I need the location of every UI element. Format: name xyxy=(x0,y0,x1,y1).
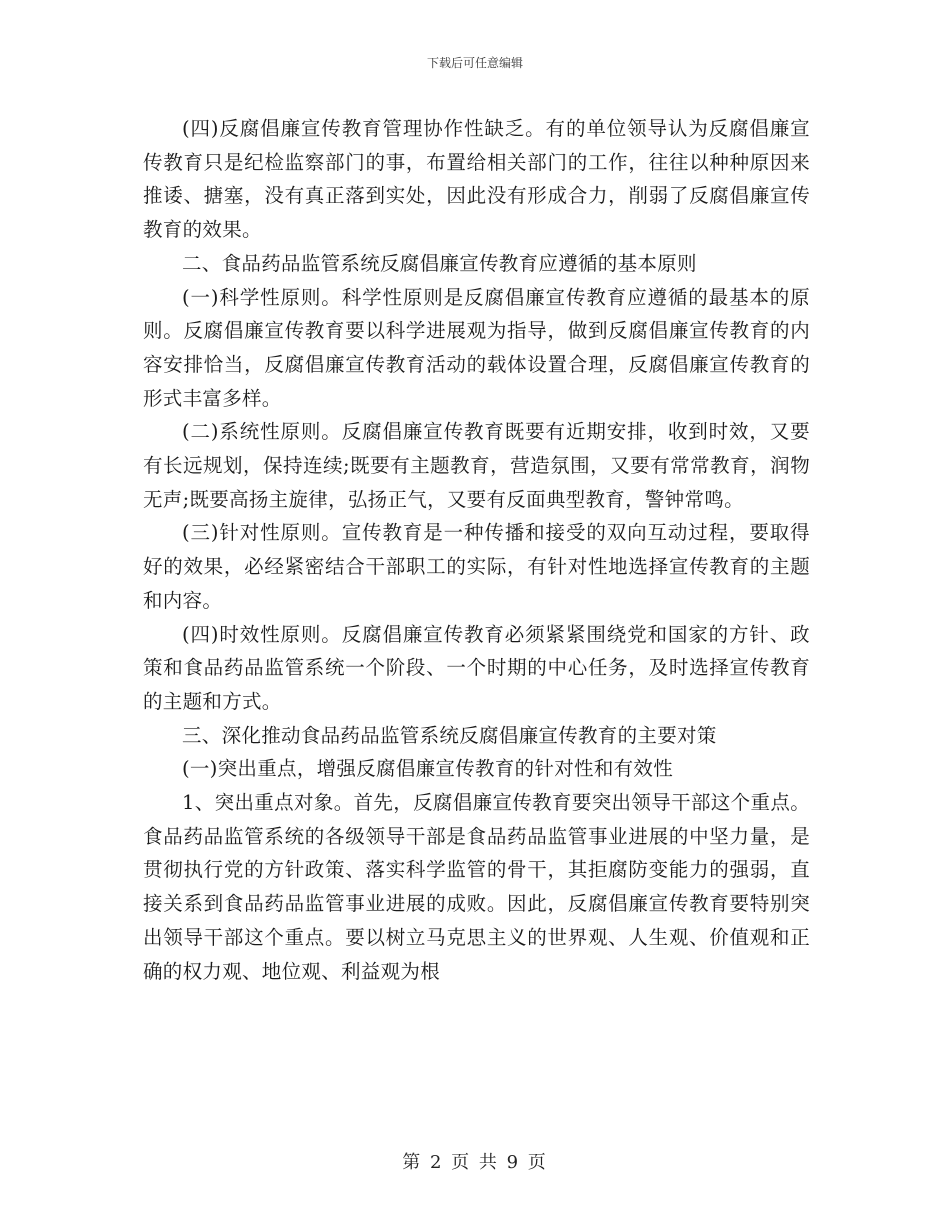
paragraph: (四)时效性原则。反腐倡廉宣传教育必须紧紧围绕党和国家的方针、政策和食品药品监管系统一个阶段、一个时期的中心任务，及时选择宣传教育的主题和方式。 xyxy=(143,622,810,713)
section-heading: 二、食品药品监管系统反腐倡廉宣传教育应遵循的基本原则 xyxy=(182,251,697,275)
subsection-heading: (一)突出重点，增强反腐倡廉宣传教育的针对性和有效性 xyxy=(182,757,674,781)
paragraph: (一)科学性原则。科学性原则是反腐倡廉宣传教育应遵循的最基本的原则。反腐倡廉宣传教育要以科学进展观为指导，做到反腐倡廉宣传教育的内容安排恰当，反腐倡廉宣传教育活动的载体设置合理，反腐倡廉宣传教育的形式丰富多样。 xyxy=(143,285,810,410)
document-body xyxy=(143,112,810,988)
section-heading: 三、深化推动食品药品监管系统反腐倡廉宣传教育的主要对策 xyxy=(182,723,717,747)
paragraph: (二)系统性原则。反腐倡廉宣传教育既要有近期安排，收到时效，又要有长远规划，保持连续;既要有主题教育，营造氛围，又要有常常教育，润物无声;既要高扬主旋律，弘扬正气，又要有反面典型教育，警钟常鸣。 xyxy=(143,420,810,511)
paragraph: 1、突出重点对象。首先，反腐倡廉宣传教育要突出领导干部这个重点。食品药品监管系统的各级领导干部是食品药品监管事业进展的中坚力量，是贯彻执行党的方针政策、落实科学监管的骨干，其拒腐防变能力的强弱，直接关系到食品药品监管事业进展的成败。因此，反腐倡廉宣传教育要特别突出领导干部这个重点。要以树立马克思主义的世界观、人生观、价值观和正确的权力观、地位观、利益观为根 xyxy=(143,791,810,983)
page-number: 第 2 页 共 9 页 xyxy=(402,1152,548,1173)
paragraph: (四)反腐倡廉宣传教育管理协作性缺乏。有的单位领导认为反腐倡廉宣传教育只是纪检监察部门的事，布置给相关部门的工作，往往以种种原因来推诿、搪塞，没有真正落到实处，因此没有形成合力，削弱了反腐倡廉宣传教育的效果。 xyxy=(143,117,810,242)
page-header: 下载后可任意编辑 xyxy=(426,56,523,70)
paragraph: (三)针对性原则。宣传教育是一种传播和接受的双向互动过程，要取得好的效果，必经紧密结合干部职工的实际，有针对性地选择宣传教育的主题和内容。 xyxy=(143,521,810,612)
